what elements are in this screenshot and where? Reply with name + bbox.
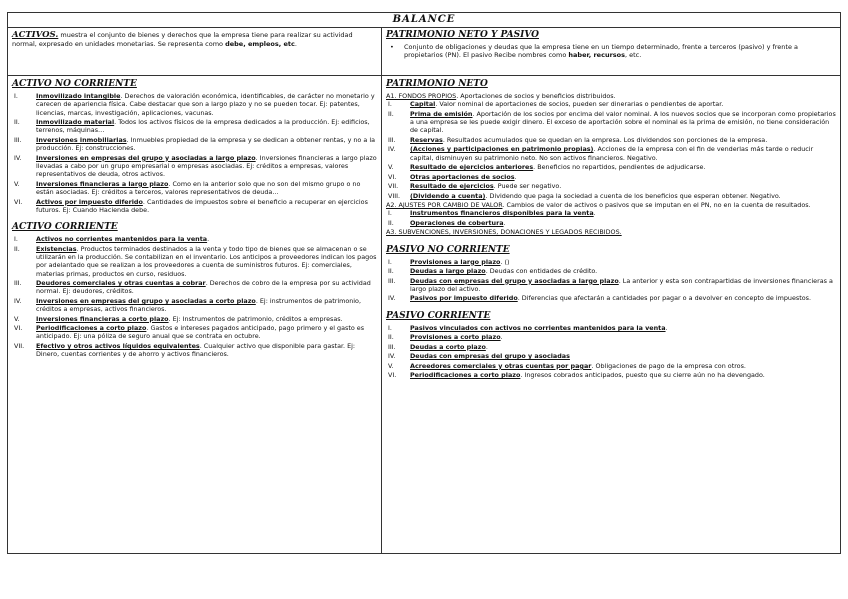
item-number: VII. [14, 341, 25, 350]
patrimonio-pasivo-column [382, 76, 840, 553]
item-number: V. [14, 179, 20, 188]
item-term: Acreedores comerciales y otras cuentas por pagar [410, 361, 592, 370]
item-term: Inversiones en empresas del grupo y asociadas a corto plazo [36, 296, 256, 305]
activo-no-corriente-heading: ACTIVO NO CORRIENTE [12, 79, 137, 89]
item-number: IV. [14, 296, 22, 305]
item-description: . Valor nominal de aportaciones de socios, pueden ser dinerarias o pendientes de aportar. [435, 100, 724, 109]
patrimonio-pasivo-bullet-item [386, 43, 836, 60]
item-description: . Cualquier activo que disponible para gastar. Ej: Dinero, cuentas corrientes y de ahorro y activos financieros. [36, 341, 356, 359]
item-number: VI. [14, 197, 23, 206]
item-number: II. [14, 118, 20, 127]
item-number: VIII. [388, 191, 401, 200]
item-description: . Diferencias que afectarán a cantidades por pagar o a devolver en concepto de impuestos. [517, 294, 812, 303]
item-description: . La anterior y esta son contrapartidas de inversiones financieras a largo plazo del activo. [410, 276, 833, 293]
item-description: . Gastos e intereses pagados anticipado, pago primero y el gasto es anticipado. Ej: una póliza de seguro anual que se contrata en octubre. [36, 324, 365, 341]
a1-text: . Aportaciones de socios y beneficios distribuidos. [456, 92, 616, 100]
list-item [12, 136, 377, 153]
item-term: Deudas a corto plazo [410, 342, 486, 351]
item-description: . [593, 209, 596, 218]
item-term: Resultado de ejercicios anteriores [410, 163, 534, 172]
item-description: . Obligaciones de pago de la empresa con otros. [591, 361, 746, 370]
list-item [386, 371, 836, 379]
item-description: . Beneficios no repartidos, pendientes de adjudicarse. [533, 163, 706, 172]
pasivo-corriente-heading: PASIVO CORRIENTE [386, 310, 491, 321]
item-number: I. [14, 235, 18, 244]
item-description: . [514, 172, 517, 181]
item-term: Capital [410, 100, 436, 109]
list-item [386, 258, 836, 266]
a2-text: . Cambios de valor de activos o pasivos que se imputan en el PN, no en la cuenta de resultados. [502, 201, 811, 210]
item-term: Operaciones de cobertura [410, 218, 504, 227]
list-item [386, 352, 836, 360]
item-description: . [207, 235, 210, 244]
item-number: IV. [388, 294, 396, 303]
item-term: Inversiones inmobiliarias [36, 135, 127, 144]
item-term: Activos por impuesto diferido [36, 197, 143, 206]
list-item [386, 192, 836, 200]
activos-intro [8, 28, 382, 76]
list-item [386, 267, 836, 275]
item-description: . Aportación de los socios por encima del valor nominal. A los nuevos socios que se incorporan como propietarios a una empresa se les puede exigir dinero. El exceso de aportación sobre el nominal es la prima de emisión, no tiene consideración de capital. [410, 109, 836, 135]
list-item [12, 245, 377, 278]
item-number: II. [388, 218, 394, 227]
item-number: VI. [388, 172, 397, 181]
patrimonio-neto-heading: PATRIMONIO NETO [386, 79, 488, 89]
list-item [386, 136, 836, 144]
activo-corriente-list [12, 235, 377, 358]
list-item [12, 154, 377, 179]
item-description: . Como en la anterior solo que no son del mismo grupo o no están asociadas. Ej: créditos a terceros, valores representativos de deuda… [36, 179, 361, 197]
item-number: V. [388, 163, 394, 172]
item-term: (Acciones y participaciones en patrimonio propias) [410, 145, 594, 154]
list-item [386, 163, 836, 171]
item-term: Deudores comerciales y otras cuentas a cobrar [36, 279, 206, 288]
a3-title: A3. SUBVENCIONES, INVERSIONES, DONACIONES Y LEGADOS RECIBIDOS. [386, 228, 622, 237]
list-item [12, 92, 377, 117]
item-number: II. [388, 333, 394, 342]
list-item [386, 277, 836, 294]
item-description: . Productos terminados destinados a la venta y todo tipo de bienes que se almacenan o se utilizarán en la producción. Se contabilizan en el inventario. Los anticipos a proveedores indican los pagos por adelantado que se realizan a los proveedores a cuenta de suministros futuros. Ej: comerciales, materias primas, productos en curso, residuos. [36, 244, 377, 278]
item-description: . Dividendo que paga la sociedad a cuenta de los beneficios que esperan obtener. Negativo. [485, 191, 781, 200]
list-item [386, 209, 836, 217]
item-number: V. [14, 314, 20, 323]
list-item [386, 333, 836, 341]
item-number: VI. [14, 324, 23, 333]
item-term: Inversiones financieras a corto plazo [36, 314, 169, 323]
list-item [386, 343, 836, 351]
pp-tail: , etc. [624, 51, 642, 60]
item-number: IV. [14, 153, 22, 162]
item-number: III. [14, 135, 22, 144]
item-description: . Ej: instrumentos de patrimonio, créditos a empresas, activos financieros. [36, 296, 361, 314]
a2-title: A2. AJUSTES POR CAMBIO DE VALOR [386, 201, 503, 210]
item-term: Pasivos vinculados con activos no corrientes mantenidos para la venta [410, 323, 666, 332]
activo-column [8, 76, 382, 553]
item-term: Deudas con empresas del grupo y asociadas a largo plazo [410, 276, 619, 285]
list-item [386, 219, 836, 227]
item-description: . Inversiones financieras a largo plazo llevadas a cabo por un grupo empresarial o empresas asociadas. Ej: créditos a empresas, valores representativos de deuda, otros activos. [36, 153, 377, 179]
list-item [12, 297, 377, 314]
item-number: II. [14, 244, 20, 253]
item-description: . Todos los activos físicos de la empresa dedicados a la producción. Ej: edificios, terrenos, máquinas… [36, 118, 370, 135]
list-item [12, 180, 377, 197]
list-item [386, 145, 836, 162]
bullet-icon: • [390, 43, 394, 51]
item-description: . Resultados acumulados que se quedan en la empresa. Los dividendos son porciones de la empresa. [442, 135, 768, 144]
activo-corriente-heading: ACTIVO CORRIENTE [12, 222, 118, 233]
item-description: . Derechos de cobro de la empresa por su actividad normal. Ej: deudores, créditos. [36, 279, 371, 296]
activo-no-corriente-list [12, 92, 377, 214]
list-item [386, 110, 836, 135]
item-number: V. [388, 361, 394, 370]
pp-text: Conjunto de obligaciones y deudas que la empresa tiene en un tiempo determinado, frente a terceros (pasivo) y frente a propietarios (PN). El pasivo Recibe nombres como [404, 43, 799, 60]
activos-tail: . [294, 40, 297, 48]
activos-text: muestra el conjunto de bienes y derechos que la empresa tiene para realizar su actividad normal, expresado en unidades monetarias. Se representa como [12, 31, 353, 48]
item-number: VII. [388, 182, 399, 191]
list-item [12, 279, 377, 296]
item-term: Instrumentos financieros disponibles para la venta [410, 209, 594, 218]
item-description: . Derechos de valoración económica, identificables, de carácter no monetario y carecen de apariencia física. Cabe destacar que son a largo plazo y no se pueden tocar. Ej: patentes, licencias, marcas, investigación, aplicaciones, vacunas. [36, 92, 375, 117]
item-term: Periodificaciones a corto plazo [410, 371, 521, 380]
item-term: Activos no corrientes mantenidos para la venta [36, 235, 208, 244]
balance-sheet [7, 12, 841, 554]
item-number: I. [388, 257, 392, 266]
list-item [386, 100, 836, 108]
item-number: III. [14, 279, 22, 288]
item-term: Inversiones financieras a largo plazo [36, 179, 169, 188]
ajustes-list [386, 209, 836, 227]
item-term: Pasivos por impuesto diferido [410, 294, 518, 303]
item-description: . Deudas con entidades de crédito. [485, 267, 598, 276]
item-term: Reservas [410, 135, 443, 144]
activos-examples: debe, empleos, etc [225, 40, 295, 48]
item-description: . () [500, 257, 510, 266]
patrimonio-pasivo-heading: PATRIMONIO NETO Y PASIVO [386, 30, 539, 40]
patrimonio-pasivo-intro [382, 28, 840, 76]
item-term: Deudas con empresas del grupo y asociadas [410, 352, 570, 361]
item-number: III. [388, 342, 396, 351]
item-description: . Ej: Instrumentos de patrimonio, créditos a empresas. [168, 314, 343, 323]
a1-title: A1. FONDOS PROPIOS [386, 92, 457, 100]
list-item [12, 315, 377, 323]
item-term: Provisiones a corto plazo [410, 333, 501, 342]
list-item [386, 173, 836, 181]
item-number: III. [388, 135, 396, 144]
list-item [386, 182, 836, 190]
item-term: Existencias [36, 244, 77, 253]
item-term: Resultado de ejercicios [410, 182, 494, 191]
a1-line [386, 92, 836, 100]
pp-examples: haber, recursos [568, 51, 625, 60]
item-term: Inversiones en empresas del grupo y asociadas a largo plazo [36, 153, 256, 162]
item-number: I. [388, 209, 392, 218]
pasivo-no-corriente-heading: PASIVO NO CORRIENTE [386, 244, 510, 255]
list-item [386, 324, 836, 332]
item-number: VI. [388, 371, 397, 380]
list-item [12, 235, 377, 243]
item-description: . [665, 323, 668, 332]
item-description: . [485, 342, 488, 351]
item-term: Provisiones a largo plazo [410, 257, 501, 266]
item-number: II. [388, 109, 394, 118]
item-description: . Acciones de la empresa con el fin de venderlas más tarde o reducir capital, disminuyen su patrimonio neto. No son activos financieros. Negativo. [410, 145, 814, 162]
list-item [12, 342, 377, 359]
item-number: II. [388, 267, 394, 276]
item-term: Inmovilizado material [36, 118, 115, 127]
item-description: . Inmuebles propiedad de la empresa y se dedican a obtener rentas, y no a la producción. Ej: construcciones. [36, 135, 376, 153]
item-number: IV. [388, 145, 396, 154]
a2-line [386, 201, 836, 209]
list-item [386, 362, 836, 370]
item-term: Prima de emisión [410, 109, 473, 118]
item-term: Efectivo y otros activos líquidos equivalentes [36, 341, 200, 350]
item-description: . Cantidades de impuestos sobre el beneficio a recuperar en ejercicios futuros. Ej: Cuando Hacienda debe. [36, 197, 368, 214]
list-item [12, 324, 377, 341]
item-term: Inmovilizado intangible [36, 92, 121, 100]
list-item [386, 294, 836, 302]
item-term: Deudas a largo plazo [410, 267, 486, 276]
item-term: Otras aportaciones de socios [410, 172, 515, 181]
item-description: . Puede ser negativo. [493, 182, 562, 191]
list-item [12, 198, 377, 215]
list-item [12, 118, 377, 135]
item-number: III. [388, 276, 396, 285]
activos-term: ACTIVOS. [12, 30, 59, 40]
item-term: Periodificaciones a corto plazo [36, 324, 147, 333]
item-description: . [503, 218, 506, 227]
item-description: . Ingresos cobrados anticipados, puesto que su cierre aún no ha devengado. [520, 371, 765, 380]
pasivo-no-corriente-list [386, 258, 836, 303]
fondos-propios-list [386, 100, 836, 200]
item-number: I. [388, 323, 392, 332]
item-number: IV. [388, 352, 396, 361]
item-term: (Dividendo a cuenta) [410, 191, 486, 200]
item-number: I. [388, 100, 392, 109]
item-number: I. [14, 92, 18, 100]
pasivo-corriente-list [386, 324, 836, 380]
page-title: BALANCE [8, 13, 840, 28]
item-description: . [500, 333, 503, 342]
